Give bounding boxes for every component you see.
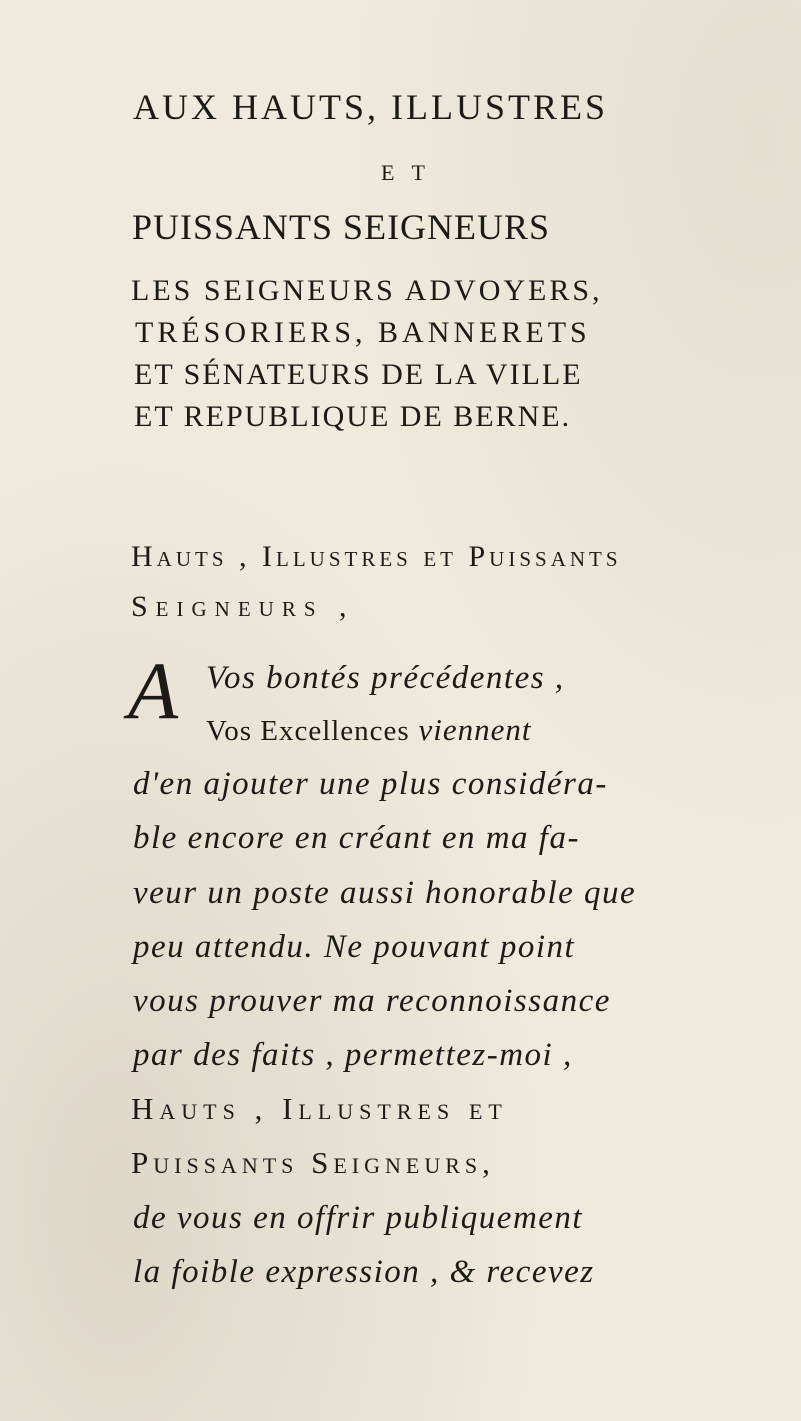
drop-cap-initial: A (128, 645, 179, 736)
body-line: la foible expression , & recevez (133, 1254, 595, 1290)
body-line: par des faits , permettez-moi , (133, 1037, 573, 1073)
body-line: Vos bontés précédentes , (206, 660, 565, 696)
address-line: ET REPUBLIQUE DE BERNE. (134, 400, 572, 433)
salutation-line1: Hauts , Illustres et Puissants (131, 540, 622, 573)
dedication-heading-line2: PUISSANTS SEIGNEURS (132, 207, 551, 247)
address-line: TRÉSORIERS, BANNERETS (135, 316, 591, 349)
body-line (206, 712, 531, 748)
salutation-line2: Seigneurs , (131, 590, 355, 623)
body-line: ble encore en créant en ma fa- (133, 820, 580, 856)
dedication-heading-line1: AUX HAUTS, ILLUSTRES (133, 87, 609, 127)
body-line-caps: Vos Excellences (206, 715, 410, 747)
body-line: peu attendu. Ne pouvant point (133, 929, 576, 965)
body-line: veur un poste aussi honorable que (133, 875, 637, 911)
body-line: vous prouver ma reconnoissance (133, 983, 611, 1019)
body-line: Puissants Seigneurs, (131, 1145, 495, 1180)
body-line-italic: viennent (409, 712, 532, 747)
body-line: de vous en offrir publiquement (133, 1200, 584, 1236)
dedication-heading-conjunction: E T (381, 160, 431, 185)
body-line: Hauts , Illustres et (131, 1091, 508, 1126)
body-line: d'en ajouter une plus considéra- (133, 766, 608, 802)
address-line: LES SEIGNEURS ADVOYERS, (131, 274, 603, 307)
address-line: ET SÉNATEURS DE LA VILLE (134, 358, 583, 391)
